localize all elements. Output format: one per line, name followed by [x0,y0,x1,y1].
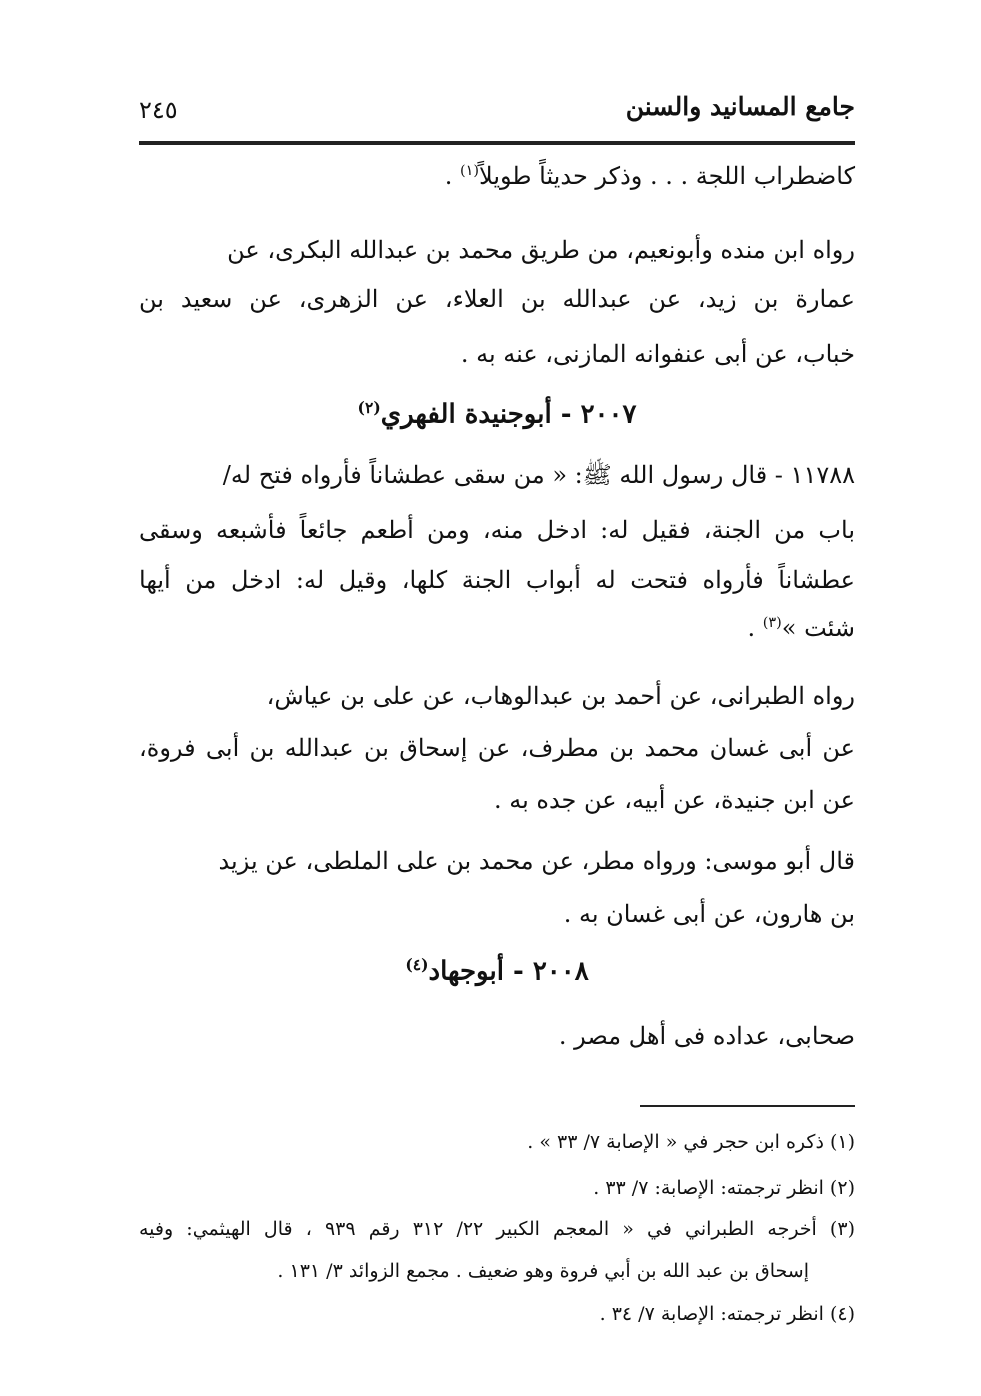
book-title: جامع المسانيد والسنن [625,92,855,121]
footnote-4: (٤) انظر ترجمته: الإصابة ٧/ ٣٤ . [599,1303,855,1325]
line-end: . [747,614,763,642]
hadith-line: ١١٧٨٨ - قال رسول الله ﷺ: « من سقى عطشاناً فأرواه فتح له/ [222,461,855,489]
heading-text: ٢٠٠٧ - أبوجنيدة الفهري [380,399,637,430]
text-line: بن هارون، عن أبى غسان به . [563,900,855,928]
running-header [139,88,855,138]
footnote-ref: (٤) [405,955,429,974]
line-text: كاضطراب اللجة . . . وذكر حديثاً طويلاً [479,162,855,190]
footnote-ref: (١) [460,163,479,179]
footnote-3: (٣) أخرجه الطبراني في « المعجم الكبير ٢٢/ ٣١٢ رقم ٩٣٩ ، قال الهيثمي: وفيه [139,1218,855,1240]
text-line [445,162,855,190]
line-text: شئت » [781,614,855,642]
text-line: عمارة بن زيد، عن عبدالله بن العلاء، عن الزهرى، عن سعيد بن [139,285,855,313]
footnote-ref: (٣) [762,615,782,631]
hadith-line [748,614,855,642]
footnote-ref: (٢) [357,398,381,417]
text-line: خباب، عن أبى عنفوانه المازنى، عنه به . [460,340,855,368]
hadith-line: باب من الجنة، فقيل له: ادخل منه، ومن أطعم جائعاً فأشبعه وسقى [139,516,855,544]
line-end: . [444,162,461,190]
header-divider [139,141,855,145]
text-line: عن أبى غسان محمد بن مطرف، عن إسحاق بن عبدالله بن أبى فروة، [139,734,855,762]
heading-text: ٢٠٠٨ - أبوجهاد [428,956,589,987]
text-line: رواه الطبرانى، عن أحمد بن عبدالوهاب، عن على بن عياش، [266,682,855,710]
hadith-line: عطشاناً فأرواه فتحت له أبواب الجنة كلها، وقيل له: ادخل من أيها [139,566,855,594]
text-line: عن ابن جنيدة، عن أبيه، عن جده به . [493,786,855,814]
footnote-3-continued: إسحاق بن عبد الله بن أبي فروة وهو ضعيف . مجمع الزوائد ٣/ ١٣١ . [277,1260,809,1282]
text-line: رواه ابن منده وأبونعيم، من طريق محمد بن عبدالله البكرى، عن [227,236,855,264]
section-heading-2008 [139,955,855,987]
section-heading-2007 [139,398,855,430]
footnote-divider [640,1105,855,1107]
text-line: قال أبو موسى: ورواه مطر، عن محمد بن على الملطى، عن يزيد [218,847,855,875]
footnote-2: (٢) انظر ترجمته: الإصابة: ٧/ ٣٣ . [593,1177,855,1199]
page-number: ٢٤٥ [139,96,178,124]
footnote-1: (١) ذكره ابن حجر في « الإصابة ٧/ ٣٣ » . [527,1131,855,1153]
text-line: صحابى، عداده فى أهل مصر . [558,1022,855,1050]
